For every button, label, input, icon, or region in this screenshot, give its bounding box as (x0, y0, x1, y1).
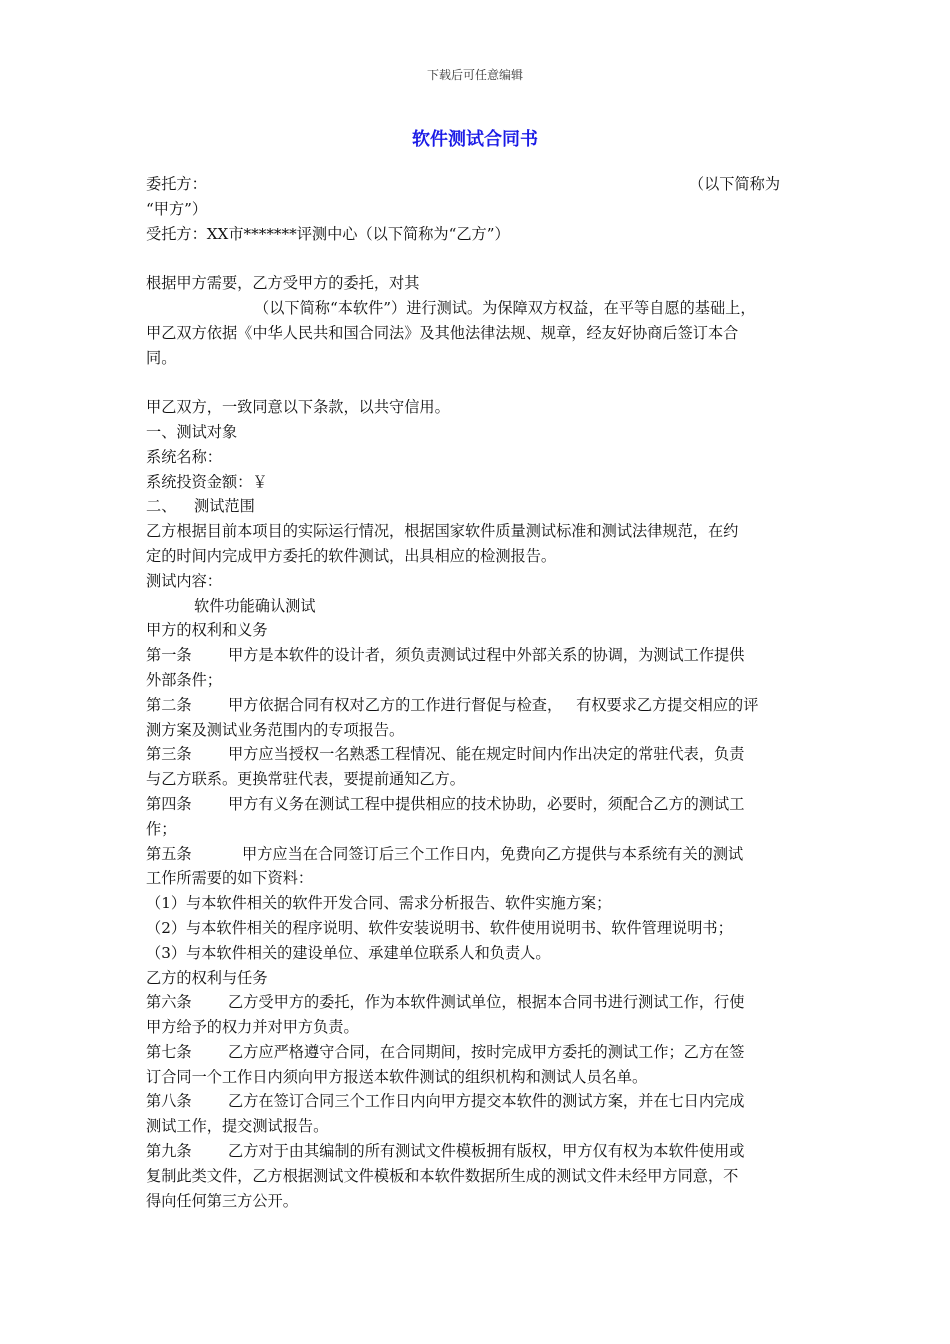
article-3-text: 甲方应当授权一名熟悉工程情况、能在规定时间内作出决定的常驻代表，负责 (228, 745, 745, 764)
section2-title: 测试范围 (194, 497, 255, 516)
article-3-cont: 与乙方联系。更换常驻代表，要提前通知乙方。 (146, 770, 465, 789)
section2-heading (146, 494, 810, 519)
article-4 (146, 792, 810, 817)
article-1 (146, 643, 810, 668)
client-suffix: （以下简称为 (688, 175, 780, 193)
article-9 (146, 1139, 810, 1164)
article-7-number: 第七条 (146, 1042, 192, 1061)
article-6-text: 乙方受甲方的委托，作为本软件测试单位，根据本合同书进行测试工作，行使 (228, 993, 745, 1012)
client-alias: “甲方”） (146, 199, 208, 218)
test-content-item: 软件功能确认测试 (194, 596, 316, 615)
material-item-3: （3）与本软件相关的建设单位、承建单位联系人和负责人。 (146, 943, 551, 962)
article-8-cont: 测试工作，提交测试报告。 (146, 1117, 329, 1136)
article-2 (146, 693, 810, 718)
header-note: 下载后可任意编辑 (426, 68, 523, 82)
document-body (146, 172, 810, 1213)
client-label: 委托方： (146, 175, 207, 193)
article-5-number: 第五条 (146, 844, 192, 863)
material-item-1: （1）与本软件相关的软件开发合同、需求分析报告、软件实施方案； (146, 894, 612, 913)
section2-text-2: 定的时间内完成甲方委托的软件测试，出具相应的检测报告。 (146, 546, 557, 565)
article-6-number: 第六条 (146, 993, 192, 1012)
article-6 (146, 990, 810, 1015)
article-7-text: 乙方应严格遵守合同，在合同期间，按时完成甲方委托的测试工作；乙方在签 (228, 1042, 745, 1061)
intro-line-3: 甲乙双方依据《中华人民共和国合同法》及其他法律法规、规章，经友好协商后签订本合 (146, 323, 739, 342)
contractor-line: 受托方：XX市*******评测中心（以下简称为“乙方”） (146, 224, 510, 243)
article-5 (146, 842, 810, 867)
article-5-cont: 工作所需要的如下资料： (146, 869, 314, 888)
article-8-text: 乙方在签订合同三个工作日内向甲方提交本软件的测试方案，并在七日内完成 (228, 1092, 745, 1111)
article-8 (146, 1089, 810, 1114)
article-4-cont: 作； (146, 819, 177, 838)
article-1-number: 第一条 (146, 646, 192, 665)
section2-text-1: 乙方根据目前本项目的实际运行情况，根据国家软件质量测试标准和测试法律规范，在约 (146, 522, 739, 541)
article-5-text: 甲方应当在合同签订后三个工作日内，免费向乙方提供与本系统有关的测试 (242, 844, 744, 863)
article-9-cont-1: 复制此类文件，乙方根据测试文件模板和本软件数据所生成的测试文件未经甲方同意，不 (146, 1166, 739, 1185)
article-4-text: 甲方有义务在测试工程中提供相应的技术协助，必要时，须配合乙方的测试工 (228, 794, 745, 813)
article-9-text: 乙方对于由其编制的所有测试文件模板拥有版权，甲方仅有权为本软件使用或 (228, 1142, 745, 1161)
article-9-number: 第九条 (146, 1142, 192, 1161)
article-3-number: 第三条 (146, 745, 192, 764)
investment-field: 系统投资金额：￥ (146, 472, 268, 491)
section1-heading: 一、测试对象 (146, 422, 238, 441)
article-2-text: 甲方依据合同有权对乙方的工作进行督促与检查， (228, 695, 563, 714)
intro-line-2: （以下简称“本软件”）进行测试。为保障双方权益，在平等自愿的基础上， (254, 298, 756, 317)
article-7-cont: 订合同一个工作日内须向甲方报送本软件测试的组织机构和测试人员名单。 (146, 1067, 648, 1086)
section2-number: 二、 (146, 497, 177, 516)
intro-line-4: 同。 (146, 348, 177, 367)
article-8-number: 第八条 (146, 1092, 192, 1111)
party-a-heading: 甲方的权利和义务 (146, 621, 268, 640)
material-item-2: （2）与本软件相关的程序说明、软件安装说明书、软件使用说明书、软件管理说明书； (146, 918, 733, 937)
article-2-text-b: 有权要求乙方提交相应的评 (576, 695, 759, 714)
document-title: 软件测试合同书 (412, 129, 538, 150)
client-line (146, 172, 810, 197)
system-name-field: 系统名称： (146, 447, 222, 466)
test-content-label: 测试内容： (146, 571, 222, 590)
article-1-text: 甲方是本软件的设计者，须负责测试过程中外部关系的协调，为测试工作提供 (228, 646, 745, 665)
intro-line-1: 根据甲方需要，乙方受甲方的委托，对其 (146, 274, 420, 293)
article-4-number: 第四条 (146, 794, 192, 813)
article-2-cont: 测方案及测试业务范围内的专项报告。 (146, 720, 405, 739)
article-3 (146, 742, 810, 767)
article-1-cont: 外部条件； (146, 670, 222, 689)
article-6-cont: 甲方给予的权力并对甲方负责。 (146, 1018, 359, 1037)
agreement-line: 甲乙双方，一致同意以下条款，以共守信用。 (146, 398, 450, 417)
article-9-cont-2: 得向任何第三方公开。 (146, 1191, 298, 1210)
article-7 (146, 1040, 810, 1065)
article-2-number: 第二条 (146, 695, 192, 714)
party-b-heading: 乙方的权利与任务 (146, 968, 268, 987)
